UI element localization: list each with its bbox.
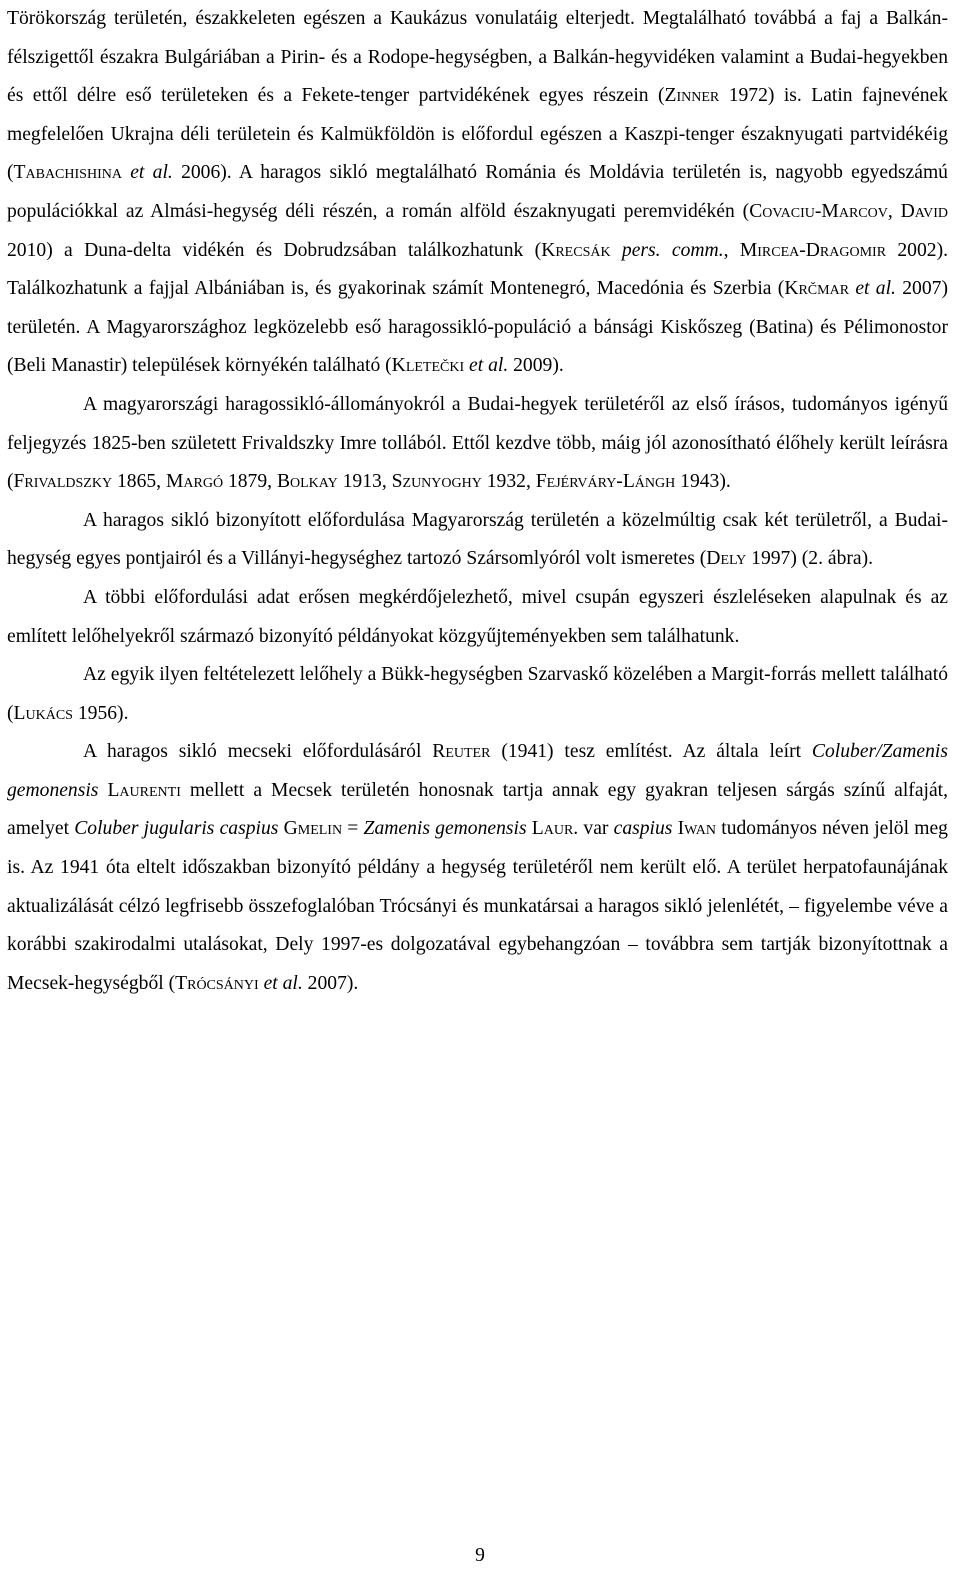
text-run: 1956). [72,702,129,724]
italic-text: Coluber jugularis caspius [74,818,279,840]
paragraph [7,0,948,386]
author-name: Gmelin [283,818,343,840]
author-name: Laurenti [107,779,181,801]
italic-text: et al. [469,355,509,377]
paragraph [7,502,948,579]
text-run: 2002). Találkozhatunk a fajjal Albániában is, és gyakorinak számít Montenegró, Macedónia és Szerbia ( [7,239,948,300]
author-name: Szunyoghy [391,471,482,493]
author-name: Bolkay [276,471,338,493]
author-name: Tabachishina [13,162,122,184]
italic-text: et al. [855,278,896,300]
paragraph [7,733,948,1003]
text-run: mellett a Mecsek területén honosnak tartja annak egy gyakran teljesen sárgás színű alfaját, amelyet [7,779,948,840]
text-run: 1997) (2. ábra). [746,548,874,570]
text-run: A haragos sikló mecseki előfordulásáról [83,741,433,763]
author-name: Kletečki [391,355,465,377]
paragraph [7,656,948,733]
text-run: 1913, [337,471,392,493]
text-run: 1865, [112,471,166,493]
text-run: 1932, [481,471,536,493]
text-run: , [723,239,740,261]
italic-text: et al. [130,162,173,184]
text-run: Az egyik ilyen feltételezett lelőhely a Bükk-hegységben Szarvaskő közelében a Margit-forrás mellett található ( [7,664,948,724]
document-body [7,0,948,1003]
text-run: 2007) területén. A Magyarországhoz legközelebb eső haragossikló-populáció a bánsági Kiskőszeg (Batina) és Pélimonostor (Beli Manastir) települések környékén található ( [7,278,948,377]
author-name: Lukács [13,702,73,724]
author-name: Reuter [432,741,491,763]
text-run: = [342,818,364,840]
text-run: 1972) is. Latin fajnevének megfelelően Ukrajna déli területein és Kalmükföldön is előfordul egészen a Kaszpi-tenger északnyugati partvidékéig ( [7,85,948,184]
text-run: Törökország területén, északkeleten egészen a Kaukázus vonulatáig elterjedt. Megtalálható továbbá a faj a Balkán-félszigettől északra Bulgáriában a Pirin- és a Rodope-hegységben, a Balkán-hegyvidéken valamint a Budai-hegyekben és ettől délre eső területeken és a Fekete-tenger partvidékének egyes részein ( [7,8,948,107]
text-run: 1879, [223,471,277,493]
author-name: Laur. [531,818,579,840]
author-name: Zinner [664,85,720,107]
italic-text: Coluber/Zamenis gemonensis [7,741,948,801]
author-name: Krecsák [541,239,611,261]
author-name: Covaciu-Marcov [749,200,888,222]
italic-text: et al. [263,972,303,994]
author-name: Trócsányi [175,972,259,994]
author-name: Krčmar [784,278,850,300]
author-name: Mircea-Dragomir [739,239,887,261]
author-name: Frivaldszky [13,471,113,493]
author-name: Margó [165,471,224,493]
author-name: Iwan [677,818,717,840]
italic-text: caspius [613,818,673,840]
author-name: Fejérváry-Lángh [535,471,676,493]
text-run: A magyarországi haragossikló-állományokról a Budai-hegyek területéről az első írásos, tudományos igényű feljegyzés 1825-ben született Frivaldszky Imre tollából. Ettől kezdve több, máig jól azonosítható élőhely került leírásra ( [7,393,948,493]
text-run [122,162,130,183]
paragraph [7,386,948,502]
text-run: , [887,200,901,222]
text-run: var [578,818,614,840]
italic-text: pers. comm. [621,239,724,261]
text-run: (1941) tesz említést. Az általa leírt [490,741,812,763]
author-name: David [900,200,948,222]
text-run: 2006). A haragos sikló megtalálható Románia és Moldávia területén is, nagyobb egyedszámú populációkkal az Almási-hegység déli részén, a román alföld északnyugati peremvidékén ( [7,162,948,222]
italic-text: Zamenis gemonensis [363,818,527,840]
text-run [611,240,622,261]
author-name: Dely [706,548,747,570]
text-run: tudományos néven jelöl meg is. Az 1941 óta eltelt időszakban bizonyító példány a hegység területéről nem került elő. A terület herpatofaunájának aktualizálását célzó legfrisebb összefoglalóban Trócsányi és munkatársai a haragos sikló jelenlétét, – figyelembe véve a korábbi szakirodalmi utalásokat, Dely 1997-es dolgozatával egybehangzóan – továbbra sem tartják bizonyítottnak a Mecsek-hegységből ( [7,818,948,994]
text-run: 2009). [508,355,564,377]
text-run: A haragos sikló bizonyított előfordulása Magyarország területén a közelmúltig csak két területről, a Budai-hegység egyes pontjairól és a Villányi-hegységhez tartozó Szársomlyóról volt ismeretes ( [7,509,948,570]
text-run: 2007). [302,972,359,994]
text-run: A többi előfordulási adat erősen megkérdőjelezhető, mivel csupán egyszeri észleléseken alapulnak és az említett lelőhelyekről származó bizonyító példányokat közgyűjteményekben sem találhatunk. [7,586,948,647]
page-number: 9 [475,1545,485,1566]
text-run: 1943). [675,471,731,493]
paragraph [7,579,948,656]
text-run: 2010) a Duna-delta vidékén és Dobrudzsában találkozhatunk ( [7,239,542,261]
